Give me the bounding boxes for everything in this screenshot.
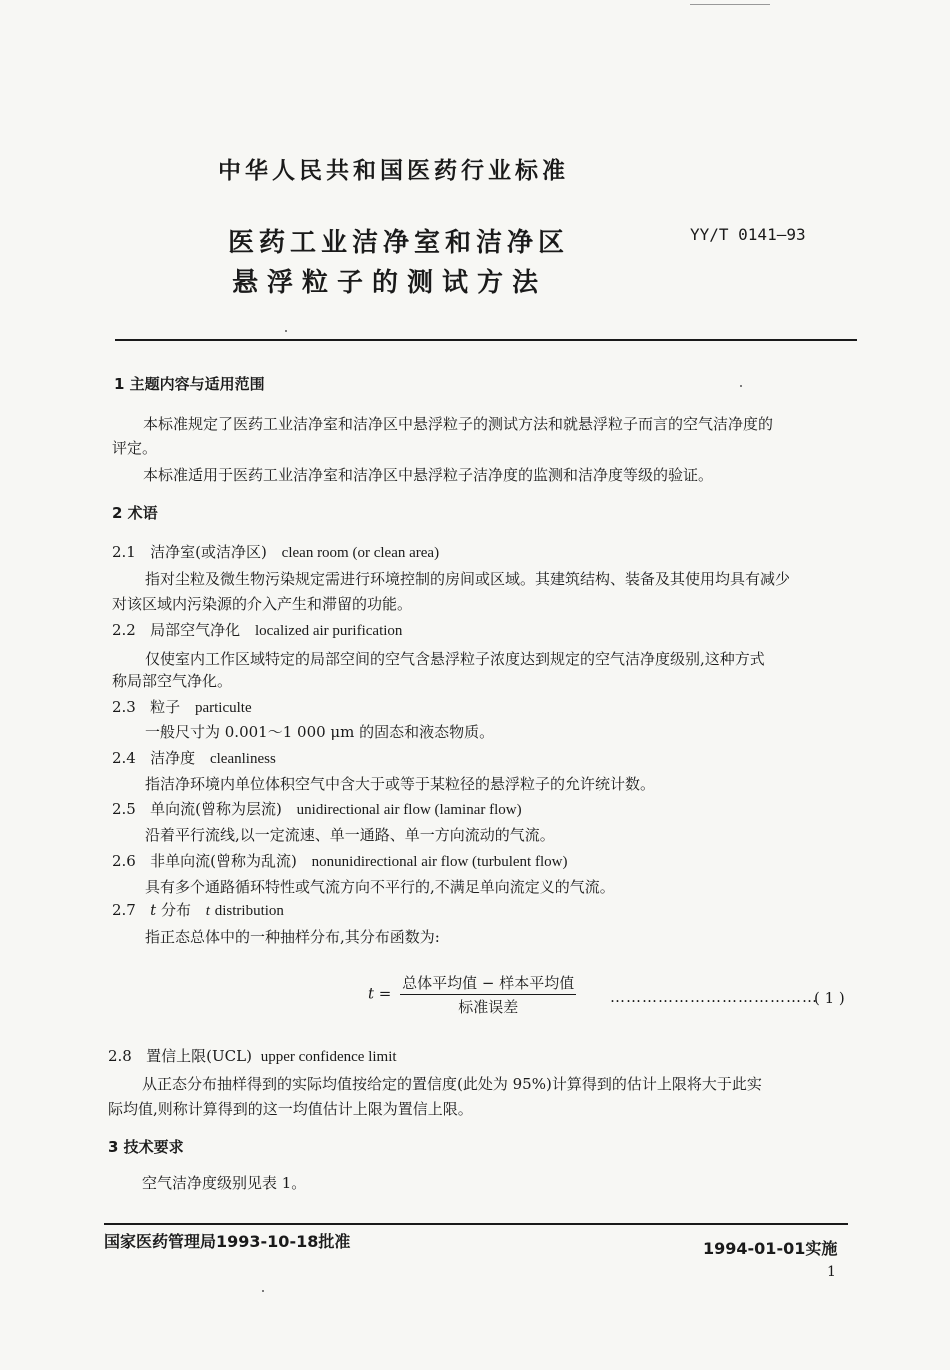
term-2-2-definition-line-2: 称局部空气净化。 <box>112 672 233 690</box>
formula-denominator: 标准误差 <box>458 998 519 1016</box>
term-2-7-title <box>112 899 284 920</box>
scan-speck <box>285 330 287 332</box>
formula-leader-dots: ………………………………… <box>610 988 818 1006</box>
document-title-line2: 悬浮粒子的测试方法 <box>232 268 548 298</box>
term-2-2-definition-line-1: 仅使室内工作区域特定的局部空间的空气含悬浮粒子浓度达到规定的空气洁净度级别,这种方式 <box>145 650 765 668</box>
term-2-1-definition-line-1: 指对尘粒及微生物污染规定需进行环境控制的房间或区域。其建筑结构、装备及其使用均具有减少 <box>145 570 791 588</box>
term-name-cn: 局部空气净化 <box>150 621 241 639</box>
term-number: 2.4 <box>112 749 136 767</box>
term-2-3-title <box>112 696 252 717</box>
term-2-5-definition: 沿着平行流线,以一定流速、单一通路、单一方向流动的气流。 <box>145 826 555 844</box>
term-2-5-title <box>112 798 522 819</box>
term-variable: t <box>150 901 157 919</box>
section-1-heading: 1 主题内容与适用范围 <box>114 375 265 393</box>
term-name-cn: 分布 <box>160 901 191 919</box>
scan-speck <box>740 385 742 387</box>
term-name-cn: 单向流(曾称为层流) <box>150 800 282 818</box>
approval-statement: 国家医药管理局1993-10-18批准 <box>104 1232 351 1251</box>
term-number: 2.7 <box>112 901 136 919</box>
term-name-en: unidirectional air flow (laminar flow) <box>296 802 522 818</box>
term-name-en: nonunidirectional air flow (turbulent flow) <box>311 854 568 870</box>
issuing-authority-title: 中华人民共和国医药行业标准 <box>218 158 569 184</box>
section-1-paragraph-2: 本标准适用于医药工业洁净室和洁净区中悬浮粒子洁净度的监测和洁净度等级的验证。 <box>143 466 714 484</box>
header-divider <box>115 339 857 341</box>
term-variable-en: t <box>205 903 210 919</box>
term-number: 2.3 <box>112 698 136 716</box>
section-3-paragraph-1: 空气洁净度级别见表 1。 <box>142 1174 307 1192</box>
page-number: 1 <box>827 1264 836 1280</box>
term-2-8-definition-line-1: 从正态分布抽样得到的实际均值按给定的置信度(此处为 95%)计算得到的估计上限将大于此实 <box>142 1075 762 1093</box>
term-2-3-definition: 一般尺寸为 0.001～1 000 μm 的固态和液态物质。 <box>145 723 495 741</box>
formula-numerator: 总体平均值 − 样本平均值 <box>400 972 576 995</box>
term-number: 2.2 <box>112 621 136 639</box>
term-name-cn: 置信上限(UCL) <box>146 1047 252 1065</box>
term-2-8-title <box>108 1045 397 1066</box>
section-1-paragraph-1-line-2: 评定。 <box>112 439 158 457</box>
term-number: 2.8 <box>108 1047 132 1065</box>
term-name-cn: 非单向流(曾称为乱流) <box>150 852 297 870</box>
section-2-heading: 2 术语 <box>112 504 158 522</box>
term-2-4-title <box>112 747 276 768</box>
formula-lhs: t = <box>368 984 392 1003</box>
term-name-en: distribution <box>214 903 284 919</box>
term-2-8-definition-line-2: 际均值,则称计算得到的这一均值估计上限为置信上限。 <box>108 1100 473 1118</box>
term-name-en: cleanliness <box>209 751 276 767</box>
section-3-heading: 3 技术要求 <box>108 1138 184 1156</box>
term-2-6-title <box>112 850 567 871</box>
formula-fraction <box>400 972 576 1017</box>
scan-mark <box>690 4 770 5</box>
term-name-cn: 粒子 <box>150 698 181 716</box>
footer-divider <box>104 1223 848 1225</box>
standard-code: YY/T 0141—93 <box>690 225 806 244</box>
scan-speck <box>262 1290 264 1292</box>
t-distribution-formula <box>368 972 580 1017</box>
term-2-7-definition: 指正态总体中的一种抽样分布,其分布函数为: <box>145 928 440 946</box>
term-2-4-definition: 指洁净环境内单位体积空气中含大于或等于某粒径的悬浮粒子的允许统计数。 <box>145 775 656 793</box>
formula-equation-number: ( 1 ) <box>814 989 845 1007</box>
term-name-en: localized air purification <box>254 623 403 639</box>
document-title-line1: 医药工业洁净室和洁净区 <box>228 228 570 258</box>
section-1-paragraph-1-line-1: 本标准规定了医药工业洁净室和洁净区中悬浮粒子的测试方法和就悬浮粒子而言的空气洁净度的 <box>143 415 774 433</box>
term-2-1-title <box>112 541 439 562</box>
term-number: 2.6 <box>112 852 136 870</box>
term-name-en: particulte <box>194 700 252 716</box>
term-number: 2.1 <box>112 543 136 561</box>
term-name-en: clean room (or clean area) <box>281 545 440 561</box>
effective-date: 1994-01-01实施 <box>703 1239 838 1258</box>
term-name-en: upper confidence limit <box>260 1049 397 1065</box>
term-2-1-definition-line-2: 对该区域内污染源的介入产生和滞留的功能。 <box>112 595 413 613</box>
term-number: 2.5 <box>112 800 136 818</box>
term-2-6-definition: 具有多个通路循环特性或气流方向不平行的,不满足单向流定义的气流。 <box>145 878 615 896</box>
term-name-cn: 洁净度 <box>150 749 196 767</box>
term-2-2-title <box>112 619 402 640</box>
term-name-cn: 洁净室(或洁净区) <box>150 543 267 561</box>
